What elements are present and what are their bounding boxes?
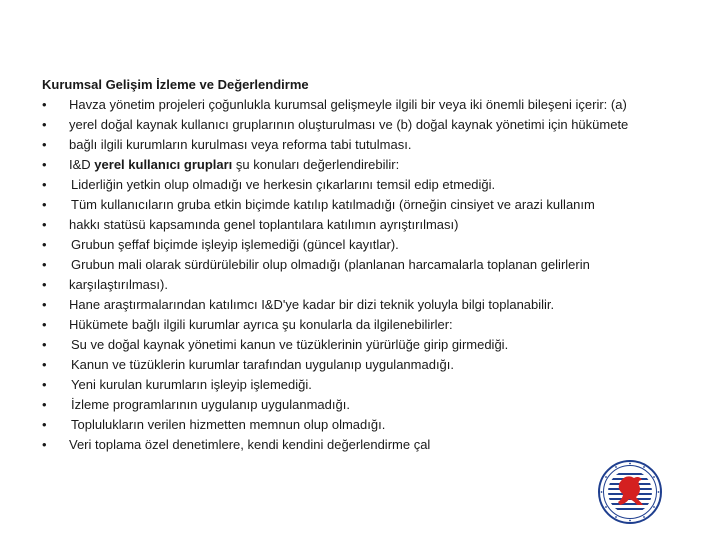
list-item [42, 275, 682, 295]
text-segment: Liderliğin yetkin olup olmadığı ve herkesin çıkarlarını temsil edip etmediği. [71, 177, 496, 192]
bullet-marker: • [42, 197, 47, 212]
list-item-text [69, 95, 627, 115]
list-item [42, 255, 682, 275]
list-item [42, 415, 682, 435]
bullet-marker: • [42, 337, 47, 352]
text-segment: hakkı statüsü kapsamında genel toplantılara katılımın ayrıştırılması) [69, 217, 459, 232]
list-item-text [69, 355, 454, 375]
list-item [42, 235, 682, 255]
list-item-text [69, 395, 350, 415]
bullet-marker: • [42, 437, 47, 452]
text-segment: Veri toplama özel denetimlere, kendi kendini değerlendirme çal [69, 437, 431, 452]
bullet-marker: • [42, 237, 47, 252]
text-segment: Tüm kullanıcıların gruba etkin biçimde katılıp katılmadığı (örneğin cinsiyet ve arazi kullanım [71, 197, 595, 212]
list-item-text [69, 215, 458, 235]
list-item-text [69, 315, 453, 335]
list-item-text [69, 255, 590, 275]
bullet-marker: • [42, 217, 47, 232]
text-segment: I&D [69, 157, 95, 172]
list-item [42, 295, 682, 315]
list-item [42, 375, 682, 395]
text-segment: Kanun ve tüzüklerin kurumlar tarafından uygulanıp uygulanmadığı. [71, 357, 455, 372]
bullet-marker: • [42, 97, 47, 112]
list-item [42, 315, 682, 335]
text-segment: şu konuları değerlendirebilir: [232, 157, 400, 172]
list-item [42, 195, 682, 215]
list-item-text [69, 335, 508, 355]
bullet-marker: • [42, 257, 47, 272]
list-item-text [69, 415, 385, 435]
list-item-text [69, 435, 430, 455]
list-item [42, 175, 682, 195]
list-item-text [69, 275, 168, 295]
list-item-text [69, 175, 495, 195]
list-item-text [69, 155, 399, 175]
list-item [42, 395, 682, 415]
text-segment: Su ve doğal kaynak yönetimi kanun ve tüzüklerinin yürürlüğe girip girmediği. [71, 337, 509, 352]
bullet-marker: • [42, 297, 47, 312]
text-segment: yerel doğal kaynak kullanıcı gruplarının oluşturulması ve (b) doğal kaynak yönetimi için hükümete [69, 117, 629, 132]
bullet-marker: • [42, 397, 47, 412]
list-item [42, 215, 682, 235]
bullet-marker: • [42, 177, 47, 192]
text-segment: Hane araştırmalarından katılımcı I&D'ye kadar bir dizi teknik yoluyla bilgi toplanabilir. [69, 297, 555, 312]
list-item [42, 355, 682, 375]
text-segment: bağlı ilgili kurumların kurulması veya reforma tabi tutulması. [69, 137, 412, 152]
list-item [42, 335, 682, 355]
bullet-marker: • [42, 357, 47, 372]
text-segment: Havza yönetim projeleri çoğunlukla kurumsal gelişmeyle ilgili bir veya iki önemli bileşeni içerir: (a) [69, 97, 627, 112]
bullet-marker: • [42, 317, 47, 332]
bullet-marker: • [42, 377, 47, 392]
text-segment: Grubun şeffaf biçimde işleyip işlemediği (güncel kayıtlar). [71, 237, 399, 252]
bullet-marker: • [42, 117, 47, 132]
list-item [42, 155, 682, 175]
text-segment: İzleme programlarının uygulanıp uygulanmadığı. [71, 397, 350, 412]
list-item-text [69, 195, 595, 215]
text-segment: Hükümete bağlı ilgili kurumlar ayrıca şu konularla da ilgilenebilirler: [69, 317, 453, 332]
bullet-list [42, 95, 682, 455]
text-segment: karşılaştırılması). [69, 277, 168, 292]
list-item-text [69, 375, 312, 395]
text-segment: Toplulukların verilen hizmetten memnun olup olmadığı. [71, 417, 386, 432]
bullet-marker: • [42, 277, 47, 292]
bullet-marker: • [42, 417, 47, 432]
text-segment: Grubun mali olarak sürdürülebilir olup olmadığı (planlanan harcamalarla toplanan gelirlerin [71, 257, 590, 272]
bullet-marker: • [42, 157, 47, 172]
list-item [42, 95, 682, 115]
university-seal-icon [597, 459, 663, 525]
list-item [42, 135, 682, 155]
bullet-marker: • [42, 137, 47, 152]
text-segment-bold: yerel kullanıcı grupları [94, 157, 233, 172]
list-item-text [69, 115, 628, 135]
slide-title: Kurumsal Gelişim İzleme ve Değerlendirme [42, 77, 309, 92]
list-item [42, 435, 682, 455]
list-item-text [69, 295, 554, 315]
list-item [42, 115, 682, 135]
list-item-text [69, 235, 399, 255]
text-segment: Yeni kurulan kurumların işleyip işlemediği. [71, 377, 312, 392]
list-item-text [69, 135, 411, 155]
